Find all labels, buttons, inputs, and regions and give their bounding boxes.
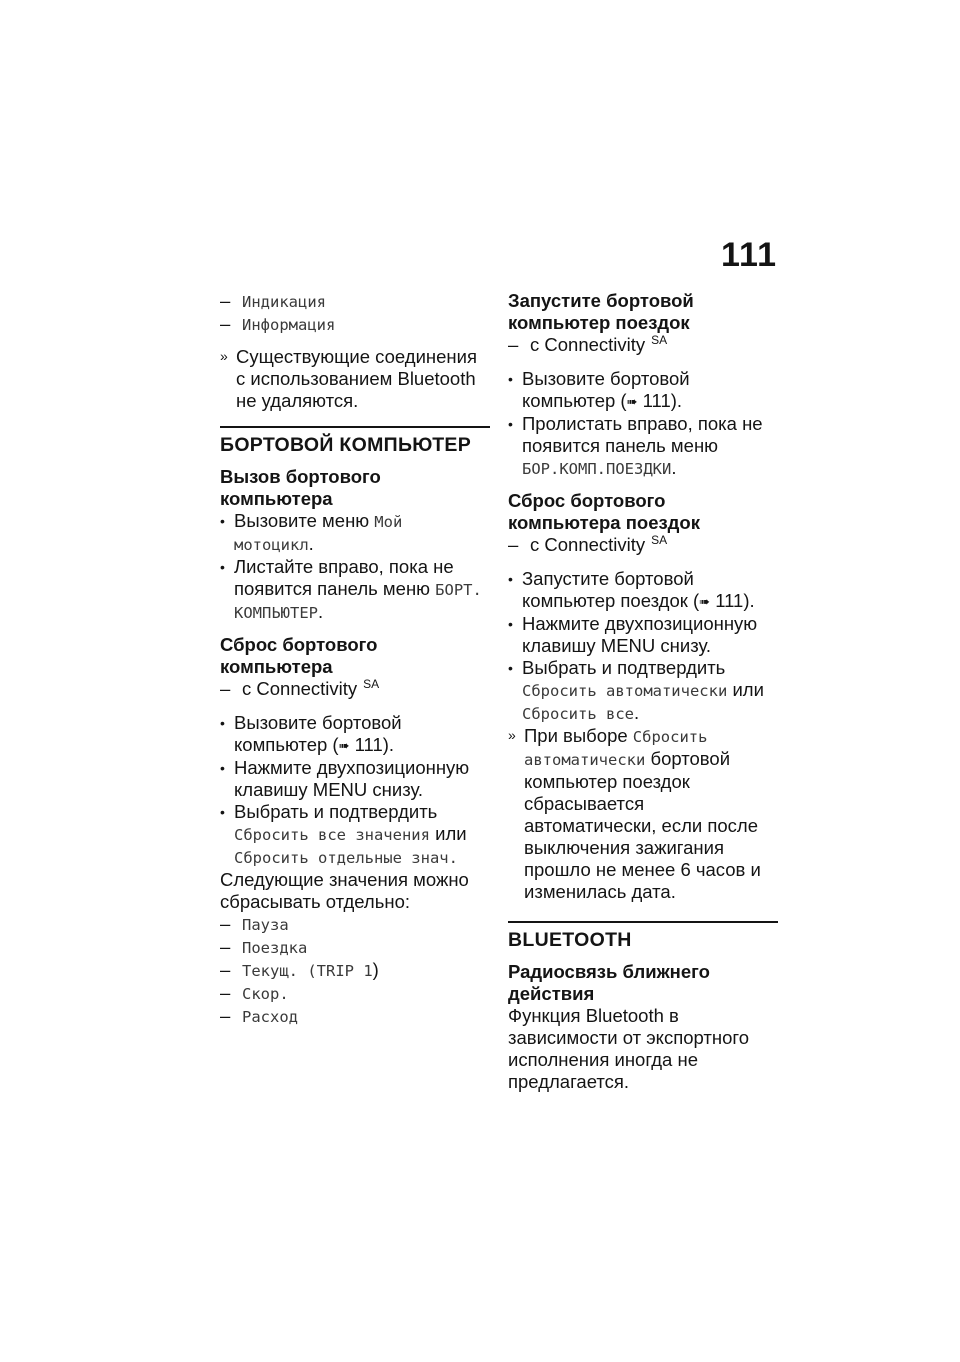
list-item: • Листайте вправо, пока не появится панель меню БОРТ. КОМПЬЮТЕР.: [220, 556, 482, 622]
heading-reset-computer: Сброс бортового компьютера: [220, 634, 378, 677]
result-icon: »: [220, 348, 228, 364]
list-item: – Скор.: [220, 982, 289, 1003]
condition-note: – с Connectivity $^{SA}$: [508, 333, 668, 355]
result-note: » Существующие соединения с использованием Bluetooth не удаляются.: [220, 346, 477, 411]
page-number: 111: [721, 236, 777, 274]
ref-arrow-icon: ➠: [626, 394, 638, 409]
sa-badge: SA: [651, 533, 668, 547]
list-item: – Поездка: [220, 936, 308, 957]
list-item: • Нажмите двухпозиционную клавишу MENU снизу.: [220, 757, 470, 800]
list-item: • Вызовите бортовой компьютер (➠ 111).: [220, 712, 402, 755]
heading-reset-trip-computer: Сброс бортового компьютера поездок: [508, 490, 700, 533]
result-icon: »: [508, 727, 516, 743]
dash-marker: –: [220, 290, 231, 311]
heading-start-trip-computer: Запустите бортовой компьютер поездок: [508, 290, 694, 333]
list-item: – Информация: [220, 313, 336, 334]
list-item: • Запустите бортовой компьютер поездок (➠ 111).: [508, 568, 755, 611]
right-column: [508, 290, 778, 1093]
bluetooth-text: Функция Bluetooth в зависимости от экспортного исполнения иногда не предлагается.: [508, 1005, 750, 1092]
dash-marker: –: [220, 313, 231, 334]
bullet-icon: •: [220, 513, 225, 529]
list-item: • Вызовите бортовой компьютер (➠ 111).: [508, 368, 690, 411]
ref-arrow-icon: ➠: [338, 738, 350, 753]
section-title-board-computer: БОРТОВОЙ КОМПЬЮТЕР: [220, 426, 490, 456]
heading-call-computer: Вызов бортового компьютера: [220, 466, 381, 509]
list-item: • Нажмите двухпозиционную клавишу MENU снизу.: [508, 613, 758, 656]
result-note: » При выборе Сбросить автоматически бортовой компьютер поездок сбрасывается автоматически, если после выключения зажигания прошло не менее 6 часов и изменилась дата.: [508, 725, 761, 902]
list-item: • Выбрать и подтвердить Сбросить автоматически или Сбросить все.: [508, 657, 764, 723]
condition-note: – с Connectivity $^{SA}$: [220, 677, 380, 699]
list-item: • Выбрать и подтвердить Сбросить все значения или Сбросить отдельные знач.: [220, 801, 467, 867]
list-item: – Текущ. (TRIP 1): [220, 959, 379, 980]
list-item: • Вызовите меню Мой мотоцикл.: [220, 510, 403, 554]
list-item: – Пауза: [220, 913, 289, 934]
sa-badge: SA: [363, 677, 380, 691]
left-column: [220, 290, 490, 1028]
list-item: – Индикация: [220, 290, 326, 311]
bullet-icon: •: [220, 559, 225, 575]
sa-badge: SA: [651, 333, 668, 347]
list-item: – Расход: [220, 1005, 298, 1026]
follow-text: Следующие значения можно сбрасывать отдельно:: [220, 869, 469, 912]
ref-arrow-icon: ➠: [699, 594, 711, 609]
heading-short-range-radio: Радиосвязь ближнего действия: [508, 961, 710, 1004]
list-item: • Пролистать вправо, пока не появится панель меню БОР.КОМП.ПОЕЗДКИ.: [508, 413, 763, 478]
section-title-bluetooth: BLUETOOTH: [508, 921, 778, 951]
condition-note: – с Connectivity $^{SA}$: [508, 533, 668, 555]
